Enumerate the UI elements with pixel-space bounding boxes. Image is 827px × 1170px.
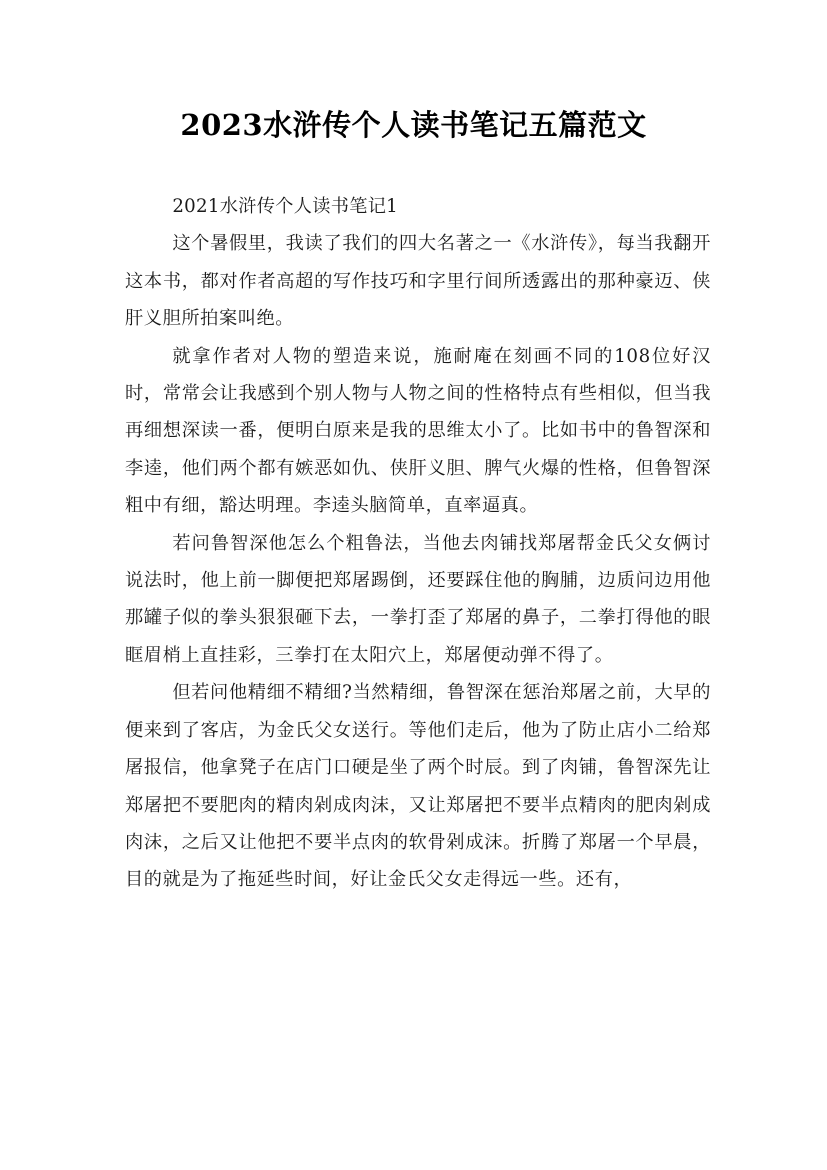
paragraph: 就拿作者对人物的塑造来说，施耐庵在刻画不同的108位好汉时，常常会让我感到个别人物与人物之间的性格特点有些相似，但当我再细想深读一番，便明白原来是我的思维太小了。比如书中的鲁智深和李逵，他们两个都有嫉恶如仇、侠肝义胆、脾气火爆的性格，但鲁智深粗中有细，豁达明理。李逵头脑简单，直率逼真。 (125, 345, 711, 517)
section-heading: 2021水浒传个人读书笔记1 (172, 196, 399, 217)
document-title: 2023水浒传个人读书笔记五篇范文 (180, 108, 647, 142)
paragraph: 这个暑假里，我读了我们的四大名著之一《水浒传》，每当我翻开这本书，都对作者高超的写作技巧和字里行间所透露出的那种豪迈、侠肝义胆所拍案叫绝。 (125, 233, 711, 330)
paragraph: 但若问他精细不精细?当然精细，鲁智深在惩治郑屠之前，大早的便来到了客店，为金氏父女送行。等他们走后，他为了防止店小二给郑屠报信，他拿凳子在店门口硬是坐了两个时辰。到了肉铺，鲁智深先让郑屠把不要肥肉的精肉剁成肉沫，又让郑屠把不要半点精肉的肥肉剁成肉沫，之后又让他把不要半点肉的软骨剁成沫。折腾了郑屠一个早晨，目的就是为了拖延些时间，好让金氏父女走得远一些。还有， (125, 682, 711, 891)
paragraph: 若问鲁智深他怎么个粗鲁法，当他去肉铺找郑屠帮金氏父女俩讨说法时，他上前一脚便把郑屠踢倒，还要踩住他的胸脯，边质问边用他那罐子似的拳头狠狠砸下去，一拳打歪了郑屠的鼻子，二拳打得他的眼眶眉梢上直挂彩，三拳打在太阳穴上，郑屠便动弹不得了。 (125, 532, 711, 666)
document-body (125, 188, 711, 899)
